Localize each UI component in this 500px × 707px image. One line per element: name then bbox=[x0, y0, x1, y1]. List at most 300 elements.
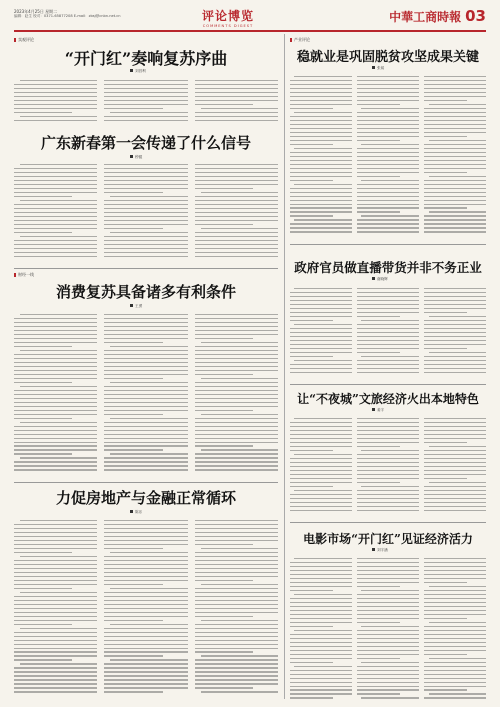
text-line bbox=[201, 655, 278, 656]
text-line bbox=[357, 598, 419, 599]
text-line bbox=[424, 418, 486, 419]
text-line bbox=[424, 160, 486, 161]
text-line bbox=[290, 598, 352, 599]
text-line bbox=[14, 398, 97, 399]
text-line bbox=[195, 338, 253, 339]
text-line bbox=[14, 640, 97, 641]
text-line bbox=[357, 160, 419, 161]
text-line bbox=[104, 104, 187, 105]
text-line bbox=[357, 231, 419, 232]
text-line bbox=[14, 667, 97, 668]
text-line bbox=[195, 244, 278, 245]
text-line bbox=[424, 332, 486, 333]
text-line bbox=[14, 176, 97, 177]
text-line bbox=[104, 465, 187, 466]
text-line bbox=[195, 624, 278, 625]
author-kaimen: 刘昌利 bbox=[130, 69, 146, 74]
text-line bbox=[290, 160, 352, 161]
text-line bbox=[424, 344, 486, 345]
text-line bbox=[290, 462, 352, 463]
text-line bbox=[290, 227, 352, 228]
separator bbox=[14, 268, 278, 269]
text-line bbox=[357, 594, 419, 595]
text-column bbox=[14, 164, 97, 264]
author-wending: 张闻 bbox=[372, 66, 384, 71]
text-line bbox=[424, 84, 486, 85]
text-line bbox=[104, 334, 187, 335]
text-line bbox=[357, 682, 419, 683]
text-line bbox=[195, 80, 278, 81]
text-line bbox=[195, 560, 278, 561]
article-body-fangdichan bbox=[14, 520, 278, 700]
text-line bbox=[14, 330, 97, 331]
text-line bbox=[290, 176, 352, 177]
text-line bbox=[429, 104, 486, 105]
text-line bbox=[14, 252, 97, 253]
text-line bbox=[357, 666, 419, 667]
text-line bbox=[14, 224, 97, 225]
text-line bbox=[290, 682, 352, 683]
text-line bbox=[104, 556, 187, 557]
text-line bbox=[290, 304, 352, 305]
text-line bbox=[424, 610, 486, 611]
text-line bbox=[14, 346, 72, 347]
text-line bbox=[290, 686, 352, 687]
text-line bbox=[195, 648, 278, 649]
text-line bbox=[290, 446, 352, 447]
text-line bbox=[14, 465, 97, 466]
text-line bbox=[357, 566, 419, 567]
text-line bbox=[104, 326, 187, 327]
text-line bbox=[104, 92, 187, 93]
text-line bbox=[290, 292, 352, 293]
text-line bbox=[14, 244, 97, 245]
headline-wending: 稳就业是巩固脱贫攻坚成果关键 bbox=[296, 50, 479, 65]
text-column bbox=[357, 288, 419, 380]
text-line bbox=[104, 596, 187, 597]
article-body-zhengfu bbox=[290, 288, 486, 380]
text-line bbox=[290, 466, 352, 467]
text-line bbox=[424, 348, 467, 349]
text-line bbox=[104, 120, 187, 121]
text-line bbox=[424, 92, 486, 93]
text-line bbox=[424, 462, 486, 463]
text-line bbox=[290, 108, 333, 109]
text-line bbox=[104, 438, 187, 439]
text-line bbox=[195, 188, 253, 189]
text-line bbox=[104, 592, 187, 593]
text-line bbox=[290, 602, 352, 603]
text-line bbox=[104, 410, 187, 411]
text-line bbox=[424, 618, 467, 619]
text-line bbox=[195, 651, 253, 652]
text-line bbox=[357, 92, 419, 93]
text-line bbox=[424, 356, 486, 357]
text-line bbox=[14, 212, 97, 213]
text-line bbox=[14, 414, 97, 415]
text-line bbox=[104, 675, 187, 676]
text-line bbox=[195, 532, 278, 533]
text-line bbox=[424, 180, 486, 181]
text-column bbox=[104, 164, 187, 264]
text-line bbox=[424, 148, 486, 149]
separator bbox=[290, 384, 486, 385]
text-line bbox=[357, 434, 419, 435]
text-line bbox=[357, 104, 400, 105]
text-line bbox=[195, 326, 278, 327]
text-line bbox=[424, 466, 486, 467]
text-line bbox=[195, 636, 278, 637]
text-line bbox=[104, 330, 187, 331]
text-line bbox=[424, 674, 486, 675]
section-header bbox=[178, 7, 278, 28]
text-line bbox=[290, 562, 352, 563]
text-column bbox=[290, 76, 352, 240]
text-line bbox=[357, 442, 419, 443]
text-line bbox=[195, 200, 278, 201]
text-line bbox=[104, 366, 187, 367]
text-line bbox=[104, 572, 187, 573]
text-line bbox=[104, 430, 187, 431]
text-line bbox=[195, 644, 278, 645]
text-line bbox=[195, 667, 278, 668]
text-line bbox=[424, 76, 486, 77]
text-line bbox=[290, 308, 352, 309]
text-line bbox=[357, 120, 419, 121]
text-line bbox=[104, 683, 187, 684]
text-line bbox=[290, 626, 333, 627]
text-line bbox=[357, 196, 419, 197]
text-line bbox=[104, 216, 187, 217]
text-line bbox=[290, 442, 352, 443]
text-line bbox=[195, 366, 278, 367]
text-line bbox=[14, 620, 97, 621]
text-line bbox=[201, 228, 278, 229]
text-line bbox=[104, 256, 187, 257]
text-line bbox=[104, 426, 187, 427]
text-line bbox=[110, 624, 187, 625]
text-line bbox=[290, 450, 333, 451]
text-line bbox=[195, 374, 253, 375]
text-line bbox=[290, 328, 352, 329]
text-line bbox=[14, 334, 97, 335]
text-line bbox=[14, 232, 72, 233]
text-line bbox=[424, 598, 486, 599]
text-line bbox=[424, 116, 486, 117]
text-line bbox=[357, 348, 419, 349]
text-line bbox=[104, 88, 187, 89]
text-line bbox=[357, 364, 419, 365]
text-column bbox=[424, 558, 486, 700]
column-tag-wending: 产业评论 bbox=[290, 37, 310, 43]
text-line bbox=[290, 574, 352, 575]
text-line bbox=[195, 394, 278, 395]
text-line bbox=[195, 386, 278, 387]
text-line bbox=[14, 624, 72, 625]
text-line bbox=[290, 697, 333, 698]
issue-date: 2023年4月25日 星期二 bbox=[14, 9, 58, 14]
text-line bbox=[195, 687, 253, 688]
text-line bbox=[195, 434, 278, 435]
text-line bbox=[195, 536, 278, 537]
text-line bbox=[14, 402, 97, 403]
text-line bbox=[14, 322, 97, 323]
text-line bbox=[424, 422, 486, 423]
text-line bbox=[14, 528, 97, 529]
text-line bbox=[14, 651, 97, 652]
text-line bbox=[195, 354, 278, 355]
text-line bbox=[290, 104, 352, 105]
text-line bbox=[104, 434, 187, 435]
text-line bbox=[290, 116, 352, 117]
article-body-buyecheng bbox=[290, 418, 486, 518]
text-line bbox=[104, 671, 187, 672]
text-line bbox=[429, 622, 486, 623]
text-line bbox=[429, 140, 486, 141]
text-line bbox=[294, 324, 351, 325]
text-line bbox=[104, 422, 187, 423]
text-line bbox=[104, 442, 187, 443]
text-line bbox=[290, 482, 352, 483]
text-line bbox=[290, 300, 352, 301]
editor-contact: 编辑：赵生 校对：0371-65877208 E-mail：zbsj@cnbn.net.cn bbox=[14, 14, 121, 18]
page-number: 03 bbox=[465, 7, 486, 25]
text-line bbox=[14, 326, 97, 327]
section-title: 评论博览 bbox=[201, 9, 254, 23]
text-line bbox=[290, 215, 333, 216]
text-line bbox=[290, 689, 352, 690]
text-line bbox=[14, 108, 97, 109]
text-line bbox=[195, 212, 278, 213]
text-line bbox=[357, 562, 419, 563]
text-line bbox=[104, 358, 187, 359]
text-line bbox=[104, 248, 187, 249]
text-line bbox=[104, 374, 187, 375]
text-line bbox=[14, 632, 97, 633]
headline-guangdong: 广东新春第一会传递了什么信号 bbox=[40, 134, 251, 152]
text-line bbox=[195, 84, 278, 85]
text-line bbox=[424, 156, 486, 157]
text-line bbox=[290, 372, 352, 373]
text-line bbox=[14, 469, 97, 470]
text-line bbox=[357, 678, 419, 679]
text-line bbox=[429, 176, 486, 177]
text-line bbox=[104, 224, 187, 225]
text-line bbox=[357, 494, 419, 495]
text-line bbox=[357, 227, 419, 228]
text-line bbox=[290, 646, 352, 647]
text-line bbox=[357, 352, 400, 353]
column-divider bbox=[284, 34, 285, 699]
author-dianying: 刘宇涵 bbox=[372, 548, 388, 553]
text-line bbox=[424, 368, 486, 369]
text-line bbox=[195, 461, 278, 462]
text-line bbox=[357, 112, 419, 113]
text-line bbox=[361, 450, 418, 451]
text-line bbox=[294, 630, 351, 631]
article-body-guangdong bbox=[14, 164, 278, 264]
text-line bbox=[20, 386, 97, 387]
text-line bbox=[290, 207, 352, 208]
text-line bbox=[104, 580, 187, 581]
text-line bbox=[14, 84, 97, 85]
text-line bbox=[290, 368, 352, 369]
text-line bbox=[294, 558, 351, 559]
text-line bbox=[104, 350, 187, 351]
text-line bbox=[290, 348, 352, 349]
text-line bbox=[290, 570, 352, 571]
text-line bbox=[14, 188, 97, 189]
text-column bbox=[424, 76, 486, 240]
text-line bbox=[104, 564, 187, 565]
text-line bbox=[294, 288, 351, 289]
text-line bbox=[290, 474, 352, 475]
text-line bbox=[357, 510, 419, 511]
text-line bbox=[429, 658, 486, 659]
text-line bbox=[195, 322, 278, 323]
text-line bbox=[290, 502, 352, 503]
text-line bbox=[195, 224, 253, 225]
text-line bbox=[195, 600, 278, 601]
text-line bbox=[424, 152, 486, 153]
text-line bbox=[14, 532, 97, 533]
text-line bbox=[290, 658, 352, 659]
text-line bbox=[290, 100, 352, 101]
text-line bbox=[429, 586, 486, 587]
text-line bbox=[14, 394, 97, 395]
text-line bbox=[104, 616, 187, 617]
text-line bbox=[14, 168, 97, 169]
headline-fangdichan: 力促房地产与金融正常循环 bbox=[55, 489, 236, 507]
section-subtitle: COMMENTS DIGEST bbox=[202, 24, 254, 28]
text-line bbox=[14, 560, 97, 561]
text-line bbox=[195, 358, 278, 359]
headline-buyecheng: 让“不夜城”文旅经济火出本地特色 bbox=[297, 392, 479, 406]
text-line bbox=[357, 128, 419, 129]
text-line bbox=[195, 422, 278, 423]
text-line bbox=[104, 390, 187, 391]
text-line bbox=[424, 689, 467, 690]
text-line bbox=[104, 691, 162, 692]
text-line bbox=[195, 544, 253, 545]
text-line bbox=[14, 612, 97, 613]
text-line bbox=[290, 144, 333, 145]
text-line bbox=[14, 256, 97, 257]
text-line bbox=[424, 200, 486, 201]
text-line bbox=[20, 663, 97, 664]
text-line bbox=[357, 223, 419, 224]
text-line bbox=[424, 144, 486, 145]
text-column bbox=[14, 520, 97, 700]
text-column bbox=[195, 164, 278, 264]
text-line bbox=[290, 622, 352, 623]
text-line bbox=[424, 192, 486, 193]
text-line bbox=[20, 200, 97, 201]
text-line bbox=[14, 180, 97, 181]
text-line bbox=[424, 328, 486, 329]
text-line bbox=[424, 634, 486, 635]
text-line bbox=[357, 574, 419, 575]
text-line bbox=[357, 84, 419, 85]
text-line bbox=[424, 108, 486, 109]
text-line bbox=[290, 92, 352, 93]
text-line bbox=[195, 469, 278, 470]
text-line bbox=[195, 346, 278, 347]
text-line bbox=[357, 184, 419, 185]
text-line bbox=[290, 674, 352, 675]
text-line bbox=[104, 532, 187, 533]
text-line bbox=[14, 342, 97, 343]
text-line bbox=[195, 168, 278, 169]
text-line bbox=[294, 219, 351, 220]
text-line bbox=[424, 558, 486, 559]
text-line bbox=[110, 588, 187, 589]
text-line bbox=[357, 328, 419, 329]
text-line bbox=[357, 430, 419, 431]
text-line bbox=[14, 596, 97, 597]
text-column bbox=[357, 418, 419, 518]
text-column bbox=[14, 314, 97, 478]
text-line bbox=[424, 324, 486, 325]
text-line bbox=[357, 188, 419, 189]
text-line bbox=[424, 450, 486, 451]
text-line bbox=[195, 612, 278, 613]
text-line bbox=[104, 386, 187, 387]
text-line bbox=[110, 382, 187, 383]
text-line bbox=[14, 683, 97, 684]
text-line bbox=[357, 207, 419, 208]
text-line bbox=[14, 366, 97, 367]
text-line bbox=[424, 478, 467, 479]
text-line bbox=[357, 132, 419, 133]
text-line bbox=[290, 88, 352, 89]
text-line bbox=[195, 184, 278, 185]
text-line bbox=[14, 248, 97, 249]
text-line bbox=[290, 486, 333, 487]
text-line bbox=[357, 368, 419, 369]
text-line bbox=[290, 223, 352, 224]
text-line bbox=[424, 100, 467, 101]
text-line bbox=[357, 438, 419, 439]
text-line bbox=[290, 312, 352, 313]
text-line bbox=[104, 608, 187, 609]
text-line bbox=[195, 438, 278, 439]
text-line bbox=[14, 362, 97, 363]
text-line bbox=[104, 180, 187, 181]
text-line bbox=[357, 296, 419, 297]
text-line bbox=[14, 112, 72, 113]
text-line bbox=[195, 164, 278, 165]
text-line bbox=[195, 398, 278, 399]
text-line bbox=[361, 320, 418, 321]
text-line bbox=[14, 434, 97, 435]
text-line bbox=[424, 96, 486, 97]
text-column bbox=[14, 80, 97, 126]
text-line bbox=[104, 524, 187, 525]
text-line bbox=[14, 568, 97, 569]
text-line bbox=[20, 116, 97, 117]
text-line bbox=[14, 671, 97, 672]
text-line bbox=[195, 370, 278, 371]
text-line bbox=[424, 288, 486, 289]
text-line bbox=[14, 445, 97, 446]
author-guangdong: 穆健 bbox=[130, 155, 142, 160]
text-line bbox=[357, 116, 419, 117]
text-line bbox=[14, 544, 97, 545]
text-column bbox=[104, 520, 187, 700]
text-line bbox=[357, 482, 400, 483]
text-line bbox=[357, 634, 419, 635]
